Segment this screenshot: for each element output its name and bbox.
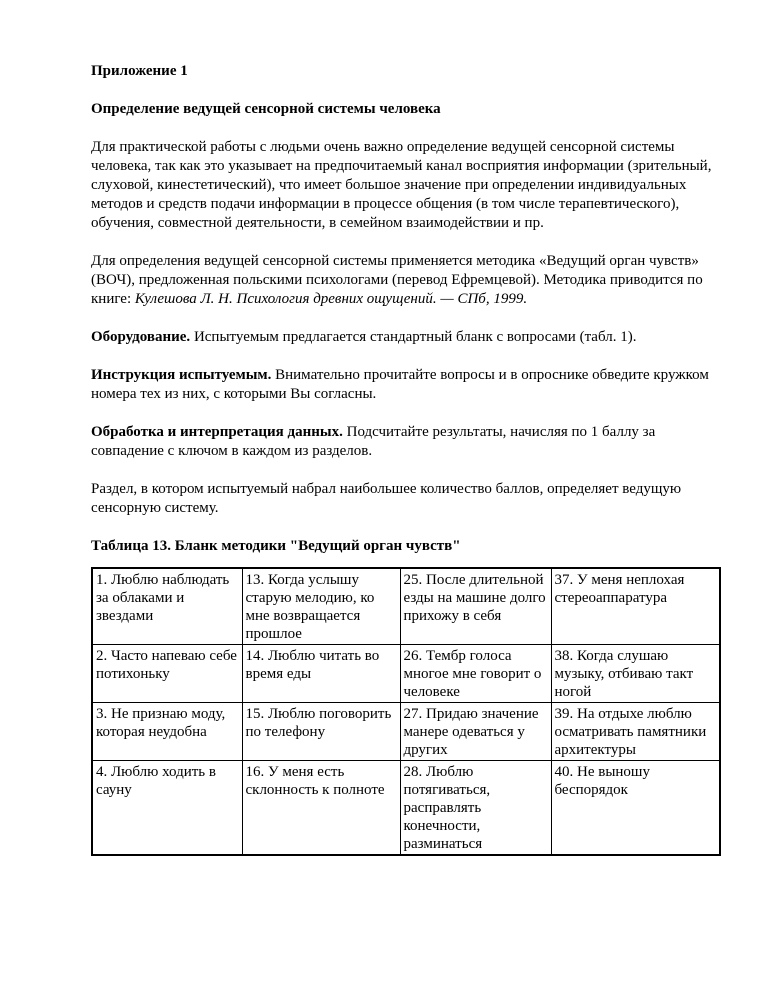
table-cell: 40. Не выношу беспорядок — [551, 761, 720, 856]
table-row — [92, 703, 720, 761]
table-cell: 28. Люблю потягиваться, расправлять конечности, разминаться — [400, 761, 551, 856]
table-cell: 16. У меня есть склонность к полноте — [242, 761, 400, 856]
intro-paragraph: Для практической работы с людьми очень важно определение ведущей сенсорной системы человека, так как это указывает на предпочитаемый канал восприятия информации (зрительный, слуховой, кинестетический), что имеет большое значение при определении индивидуальных методов и средств подачи информации в процессе общения (в том числе терапевтического), обучения, совместной деятельности, в семейном взаимодействии и пр. — [91, 139, 712, 231]
table-cell: 26. Тембр голоса многое мне говорит о человеке — [400, 645, 551, 703]
table-title: Таблица 13. Бланк методики "Ведущий орган чувств" — [91, 538, 461, 554]
equipment-lead: Оборудование. — [91, 329, 191, 345]
table-cell: 13. Когда услышу старую мелодию, ко мне возвращается прошлое — [242, 568, 400, 645]
method-paragraph — [91, 252, 718, 309]
table-cell: 1. Люблю наблюдать за облаками и звездами — [92, 568, 242, 645]
table-cell: 37. У меня неплохая стереоаппаратура — [551, 568, 720, 645]
table-row — [92, 761, 720, 856]
table-row — [92, 568, 720, 645]
table-cell: 15. Люблю поговорить по телефону — [242, 703, 400, 761]
processing-paragraph — [91, 423, 718, 461]
processing-text: Подсчитайте результаты, начисляя по 1 баллу за совпадение с ключом в каждом из разделов. — [91, 424, 656, 459]
table-cell: 14. Люблю читать во время еды — [242, 645, 400, 703]
equipment-paragraph — [91, 328, 718, 347]
instruction-lead: Инструкция испытуемым. — [91, 367, 272, 383]
instruction-paragraph — [91, 366, 718, 404]
table-cell: 4. Люблю ходить в сауну — [92, 761, 242, 856]
table-cell: 38. Когда слушаю музыку, отбиваю такт ногой — [551, 645, 720, 703]
table-row — [92, 645, 720, 703]
citation: Кулешова Л. Н. Психология древних ощущений. — СПб, 1999. — [134, 291, 528, 307]
table-cell: 27. Придаю значение манере одеваться у других — [400, 703, 551, 761]
method-text: Для определения ведущей сенсорной системы применяется методика «Ведущий орган чувств» (ВОЧ), предложенная польскими психологами (перевод Ефремцевой). Методика приводится по книге: — [91, 253, 703, 307]
table-cell: 2. Часто напеваю себе потихоньку — [92, 645, 242, 703]
table-cell: 39. На отдыхе люблю осматривать памятники архитектуры — [551, 703, 720, 761]
processing-lead: Обработка и интерпретация данных. — [91, 424, 343, 440]
instruction-text: Внимательно прочитайте вопросы и в опроснике обведите кружком номера тех из них, с которыми Вы согласны. — [91, 367, 709, 402]
table-cell: 25. После длительной езды на машине долго прихожу в себя — [400, 568, 551, 645]
section-heading: Определение ведущей сенсорной системы человека — [91, 101, 441, 117]
questionnaire-table — [91, 567, 721, 856]
appendix-label: Приложение 1 — [91, 63, 188, 79]
equipment-text: Испытуемым предлагается стандартный бланк с вопросами (табл. 1). — [190, 329, 637, 345]
result-paragraph: Раздел, в котором испытуемый набрал наибольшее количество баллов, определяет ведущую сенсорную систему. — [91, 481, 682, 516]
table-cell: 3. Не признаю моду, которая неудобна — [92, 703, 242, 761]
